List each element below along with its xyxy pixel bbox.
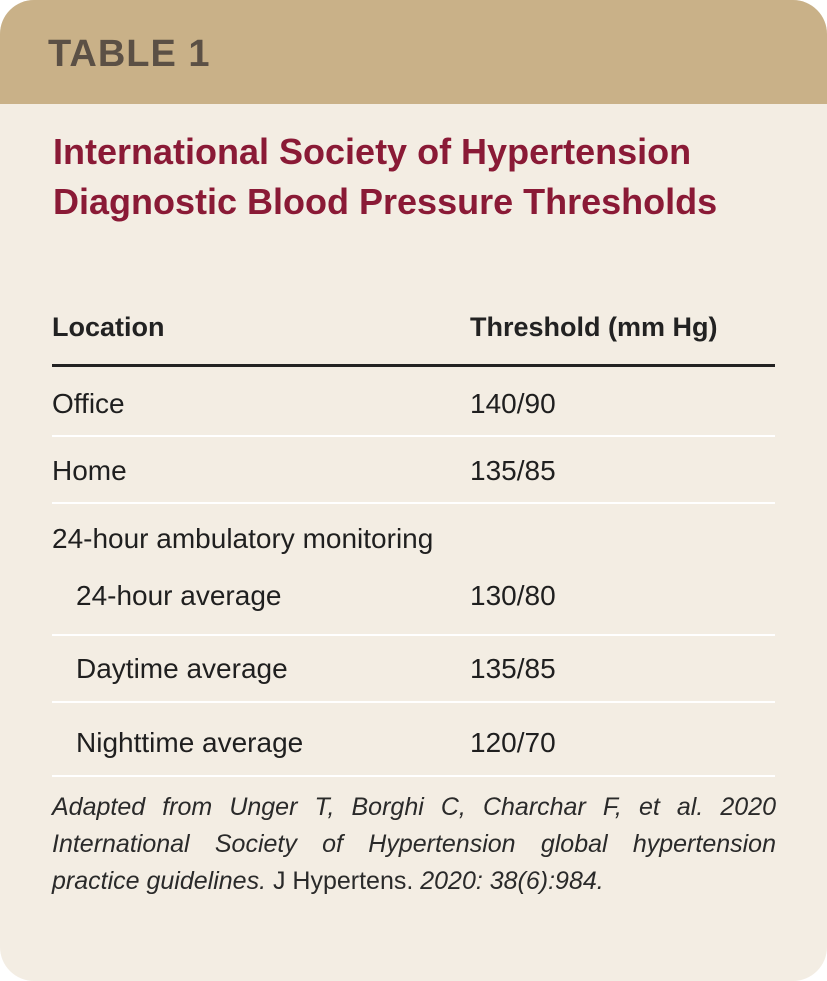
table-row	[52, 437, 775, 504]
source-footnote	[52, 789, 776, 900]
column-header-threshold: Threshold (mm Hg)	[470, 312, 718, 342]
table-label: TABLE 1	[48, 33, 211, 75]
footnote-journal: J Hypertens.	[266, 867, 414, 895]
row-threshold: 135/85	[470, 653, 556, 684]
row-location: Home	[52, 455, 127, 486]
row-threshold: 130/80	[470, 580, 556, 611]
column-header-location: Location	[52, 312, 165, 342]
table-header-row	[52, 296, 775, 367]
table-row	[52, 703, 775, 777]
table-title: International Society of Hypertension Diagnostic Blood Pressure Thresholds	[53, 131, 718, 222]
row-location: 24-hour ambulatory monitoring	[52, 523, 434, 554]
table-row	[52, 636, 775, 703]
table-row	[52, 568, 775, 636]
footnote-citation: Adapted from Unger T, Borghi C, Charchar F, et al. 2020 International Society of Hypertension global hypertension practice guidelines.	[52, 793, 776, 895]
row-threshold: 120/70	[470, 727, 556, 758]
row-location: Office	[52, 388, 125, 419]
thresholds-table	[52, 296, 775, 777]
row-location: 24-hour average	[76, 580, 282, 611]
table-row	[52, 367, 775, 437]
table-row-group-heading	[52, 504, 775, 568]
header-band	[0, 0, 827, 104]
row-location: Nighttime average	[76, 727, 304, 758]
row-location: Daytime average	[76, 653, 288, 684]
row-threshold: 140/90	[470, 388, 556, 419]
row-threshold: 135/85	[470, 455, 556, 486]
footnote-volume: 2020: 38(6):984.	[413, 867, 604, 895]
